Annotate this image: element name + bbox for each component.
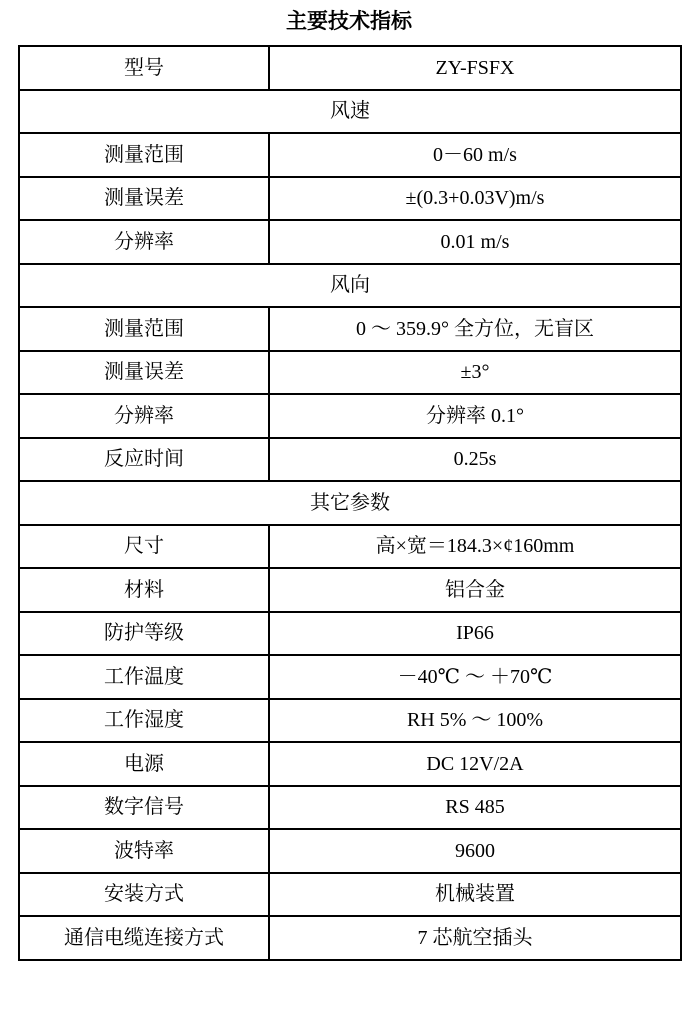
table-row <box>19 742 681 786</box>
spec-value-cell: 机械装置 <box>269 873 681 917</box>
table-row <box>19 568 681 612</box>
spec-value-cell: 0.25s <box>269 438 681 482</box>
table-row <box>19 307 681 351</box>
table-row <box>19 916 681 960</box>
spec-value-cell: IP66 <box>269 612 681 656</box>
spec-label-cell: 安装方式 <box>19 873 269 917</box>
spec-value-cell: 7 芯航空插头 <box>269 916 681 960</box>
section-header-cell: 风向 <box>19 264 681 308</box>
page-title: 主要技术指标 <box>286 10 412 33</box>
table-row <box>19 873 681 917</box>
spec-value-cell: －40℃ ～ ＋70℃ <box>269 655 681 699</box>
table-row <box>19 438 681 482</box>
table-section-row <box>19 481 681 525</box>
table-row <box>19 177 681 221</box>
table-row <box>19 786 681 830</box>
spec-value-cell: 0－60 m/s <box>269 133 681 177</box>
table-row <box>19 133 681 177</box>
spec-label-cell: 型号 <box>19 46 269 90</box>
spec-label-cell: 波特率 <box>19 829 269 873</box>
spec-value-cell: 9600 <box>269 829 681 873</box>
section-header-cell: 风速 <box>19 90 681 134</box>
table-section-row <box>19 264 681 308</box>
spec-value-cell: DC 12V/2A <box>269 742 681 786</box>
spec-label-cell: 反应时间 <box>19 438 269 482</box>
spec-label-cell: 工作温度 <box>19 655 269 699</box>
spec-label-cell: 数字信号 <box>19 786 269 830</box>
spec-value-cell: RS 485 <box>269 786 681 830</box>
spec-label-cell: 材料 <box>19 568 269 612</box>
spec-value-cell: ±(0.3+0.03V)m/s <box>269 177 681 221</box>
table-row <box>19 46 681 90</box>
spec-label-cell: 测量误差 <box>19 351 269 395</box>
table-row <box>19 220 681 264</box>
spec-value-cell: ±3° <box>269 351 681 395</box>
spec-value-cell: ZY-FSFX <box>269 46 681 90</box>
spec-label-cell: 测量范围 <box>19 133 269 177</box>
spec-label-cell: 分辨率 <box>19 394 269 438</box>
spec-value-cell: RH 5% ～ 100% <box>269 699 681 743</box>
spec-table <box>18 45 682 961</box>
spec-label-cell: 测量范围 <box>19 307 269 351</box>
spec-label-cell: 通信电缆连接方式 <box>19 916 269 960</box>
spec-value-cell: 0.01 m/s <box>269 220 681 264</box>
table-row <box>19 829 681 873</box>
spec-label-cell: 电源 <box>19 742 269 786</box>
spec-value-cell: 0 ～ 359.9° 全方位，无盲区 <box>269 307 681 351</box>
table-section-row <box>19 90 681 134</box>
spec-value-cell: 高×宽＝184.3×¢160mm <box>269 525 681 569</box>
spec-label-cell: 工作湿度 <box>19 699 269 743</box>
table-row <box>19 655 681 699</box>
spec-label-cell: 尺寸 <box>19 525 269 569</box>
spec-value-cell: 铝合金 <box>269 568 681 612</box>
table-row <box>19 699 681 743</box>
table-row <box>19 394 681 438</box>
table-row <box>19 351 681 395</box>
spec-label-cell: 分辨率 <box>19 220 269 264</box>
table-row <box>19 612 681 656</box>
section-header-cell: 其它参数 <box>19 481 681 525</box>
spec-value-cell: 分辨率 0.1° <box>269 394 681 438</box>
table-row <box>19 525 681 569</box>
spec-label-cell: 测量误差 <box>19 177 269 221</box>
spec-label-cell: 防护等级 <box>19 612 269 656</box>
